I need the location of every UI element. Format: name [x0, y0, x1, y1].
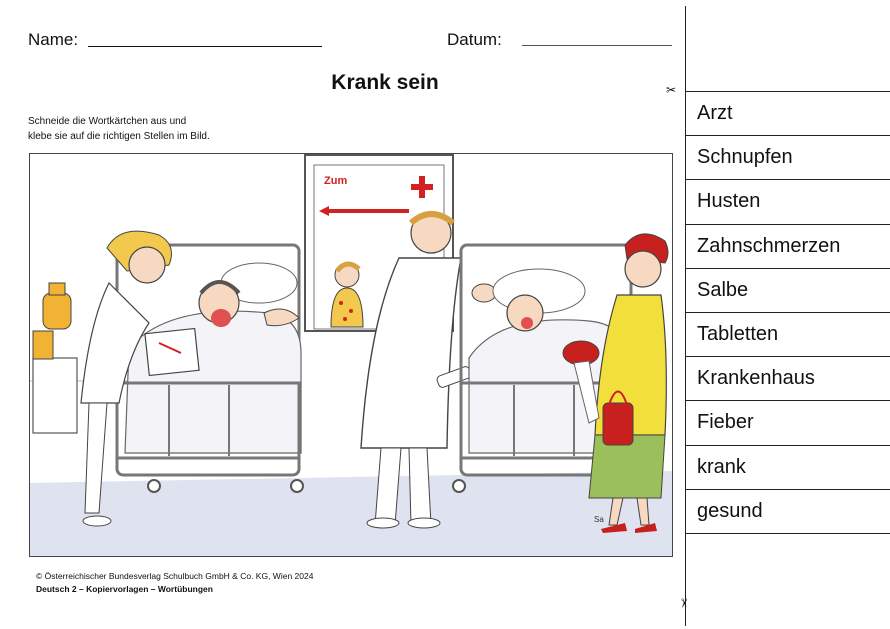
- left-patient-hand: [211, 309, 231, 327]
- nurse-head: [129, 247, 165, 283]
- visitor-head: [625, 251, 661, 287]
- left-bottle: [43, 293, 71, 329]
- scissors-icon-bottom: ✂: [677, 597, 692, 609]
- visitor-bag: [603, 403, 633, 445]
- instruction-line-1: Schneide die Wortkärtchen aus und: [28, 116, 187, 127]
- word-card[interactable]: Fieber: [686, 401, 890, 445]
- scissors-icon: ✂: [666, 83, 677, 97]
- cross-horizontal: [411, 184, 433, 190]
- word-card[interactable]: Salbe: [686, 269, 890, 313]
- sign-text: Zum: [324, 175, 348, 187]
- word-card[interactable]: Arzt: [686, 92, 890, 136]
- word-card[interactable]: Schnupfen: [686, 136, 890, 180]
- date-label: Datum:: [447, 30, 502, 49]
- flowers: [563, 341, 599, 365]
- series-text: Deutsch 2 – Kopiervorlagen – Wortübungen: [36, 584, 213, 594]
- word-card[interactable]: Tabletten: [686, 313, 890, 357]
- word-card[interactable]: gesund: [686, 490, 890, 534]
- hospital-illustration: [29, 153, 673, 557]
- name-line: [88, 46, 322, 47]
- footer: [36, 570, 313, 596]
- copyright-text: © Österreichischer Bundesverlag Schulbuch GmbH & Co. KG, Wien 2024: [36, 571, 314, 581]
- name-label: Name:: [28, 30, 79, 49]
- clipboard: [145, 329, 199, 376]
- floor: [30, 471, 672, 556]
- word-card-list: [686, 91, 890, 534]
- page-title: Krank sein: [331, 71, 439, 94]
- date-line: [522, 45, 672, 46]
- word-card[interactable]: krank: [686, 446, 890, 490]
- instructions: [28, 114, 210, 144]
- artist-signature: Sa: [594, 515, 604, 524]
- right-patient-nose: [521, 317, 533, 329]
- word-card[interactable]: Zahnschmerzen: [686, 225, 890, 269]
- word-card[interactable]: Krankenhaus: [686, 357, 890, 401]
- word-card[interactable]: Husten: [686, 180, 890, 224]
- instruction-line-2: klebe sie auf die richtigen Stellen im Bild.: [28, 131, 210, 142]
